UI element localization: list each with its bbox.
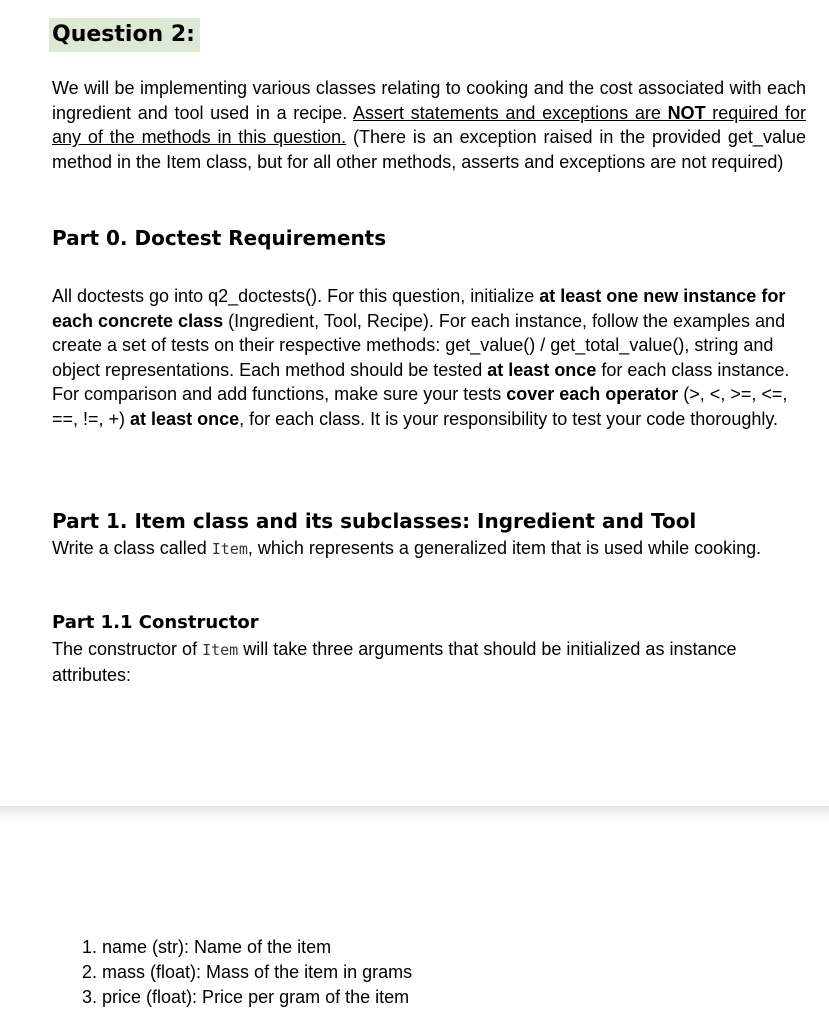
list-item [82, 960, 412, 985]
part0-body [52, 284, 812, 432]
list-number: 2. [82, 962, 98, 982]
part0-p1-a: All doctests go into q2_doctests(). For this question, initialize [52, 286, 540, 306]
attribute-list [82, 935, 412, 1010]
part0-p2-bold-2: at least once [130, 408, 240, 429]
part0-p1-e: for each class instance. [596, 359, 790, 380]
part1-body [52, 536, 812, 562]
list-item-text: name (str): Name of the item [102, 937, 332, 957]
part11-paragraph [52, 637, 812, 687]
part0-p2-bold: cover each operator [506, 384, 679, 405]
item-constructor-code: Item [202, 641, 239, 659]
part11-body [52, 637, 812, 687]
list-number: 3. [82, 987, 98, 1007]
part1-heading: Part 1. Item class and its subclasses: Ingredient and Tool [52, 509, 697, 533]
assert-note-text-b: required for any of the methods in this question. [52, 102, 806, 148]
part0-p2-a: For comparison and add functions, make sure your tests [52, 384, 507, 405]
list-number: 1. [82, 937, 98, 957]
part0-paragraph-1 [52, 284, 812, 382]
intro-text-2: (There is an exception raised in the provided get_value method in the Item class, but for all other methods, asserts and exceptions are not required) [52, 127, 806, 172]
assert-note-text-a: Assert statements and exceptions are [352, 102, 668, 123]
question-title: Question 2: [49, 18, 200, 52]
list-item [82, 985, 412, 1010]
part0-p2-operators: (>, <, >=, <=, ==, !=, +) [52, 384, 788, 429]
list-item-text: price (float): Price per gram of the item [102, 987, 410, 1007]
part11-text-b: will take three arguments that should be initialized as instance attributes: [52, 639, 737, 685]
part0-p1-bold: at least one new instance for each concrete class [52, 286, 786, 331]
part11-heading: Part 1.1 Constructor [52, 612, 259, 633]
part0-paragraph-2 [52, 382, 812, 431]
part1-text-b: , which represents a generalized item that is used while cooking. [247, 538, 762, 558]
part1-paragraph [52, 536, 812, 562]
item-class-code: Item [211, 540, 248, 558]
part0-p1-bold-2: at least once [487, 359, 597, 380]
assert-note-bold: NOT [667, 102, 706, 123]
list-item [82, 935, 412, 960]
part0-p2-e: , for each class. It is your responsibility to test your code thoroughly. [239, 408, 779, 429]
part0-p1-c: (Ingredient, Tool, Recipe). For each instance, follow the examples and create a set of tests on their respective methods: get_value() / get_total_value(), string and object representations. Each method should be tested [52, 310, 786, 380]
intro-paragraph [52, 76, 806, 174]
intro-text: We will be implementing various classes relating to cooking and the cost associated with each ingredient and tool used in a recipe. [52, 78, 806, 123]
part0-heading: Part 0. Doctest Requirements [52, 226, 387, 250]
page-break-divider [0, 806, 829, 822]
part11-text-a: The constructor of [52, 639, 203, 659]
list-item-text: mass (float): Mass of the item in grams [102, 962, 413, 982]
part1-text-a: Write a class called [52, 538, 212, 558]
